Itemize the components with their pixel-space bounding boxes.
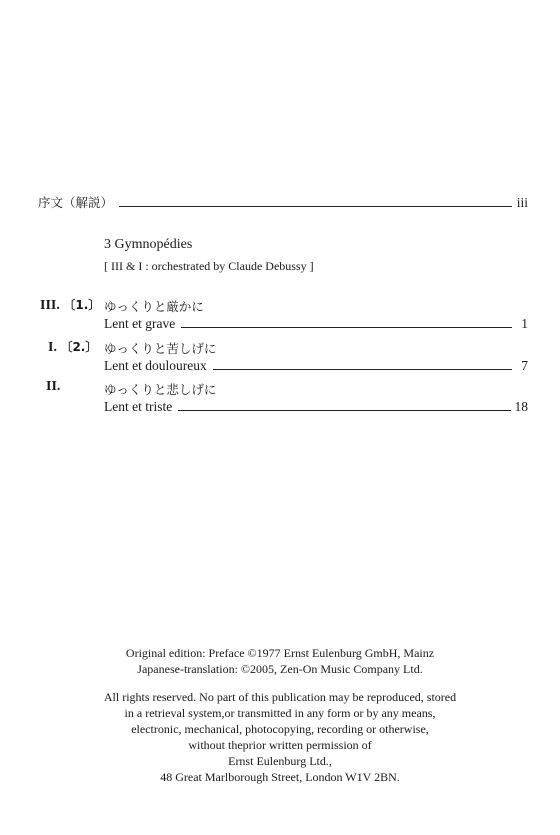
toc-entry-3[interactable] (104, 399, 528, 415)
rights-notice (0, 689, 560, 785)
toc-preface-entry[interactable] (38, 195, 528, 211)
toc-entry-japanese: ゆっくりと厳かに (104, 299, 204, 314)
roman-numeral: II. (46, 379, 61, 394)
toc-preface-page: iii (516, 195, 528, 210)
toc-entry-page: 1 (521, 316, 528, 331)
toc-entry-numeral (40, 296, 100, 314)
rights-line: without theprior written permission of (188, 738, 372, 752)
edition-notice (0, 645, 560, 677)
toc-entry-numeral (48, 338, 97, 356)
toc-preface-label: 序文（解説） (38, 195, 114, 210)
work-subtitle: [ III & I : orchestrated by Claude Debussy ] (104, 259, 314, 273)
toc-leader-line (181, 327, 512, 328)
rights-line: All rights reserved. No part of this publication may be reproduced, stored (103, 690, 457, 704)
arrangement-number: 〔2.〕 (60, 340, 98, 354)
toc-entry-page: 7 (521, 358, 528, 373)
toc-entry-numeral (46, 379, 60, 395)
toc-entry-1[interactable] (104, 316, 528, 332)
rights-line: 48 Great Marlborough Street, London W1V 2BN. (160, 770, 400, 784)
toc-leader-line (119, 206, 512, 207)
rights-line: in a retrieval system,or transmitted in any form or by any means, (124, 706, 436, 720)
rights-line: Ernst Eulenburg Ltd., (228, 754, 332, 768)
toc-entry-japanese: ゆっくりと苦しげに (104, 341, 217, 356)
roman-numeral: I. (48, 340, 57, 355)
toc-entry-japanese: ゆっくりと悲しげに (104, 382, 217, 397)
toc-entry-title: Lent et grave (104, 316, 176, 331)
toc-leader-line (178, 410, 510, 411)
toc-entry-page: 18 (514, 399, 528, 414)
toc-entry-2[interactable] (104, 358, 528, 374)
roman-numeral: III. (40, 298, 60, 313)
toc-leader-line (213, 369, 512, 370)
edition-line: Original edition: Preface ©1977 Ernst Eulenburg GmbH, Mainz (125, 646, 435, 660)
arrangement-number: 〔1.〕 (63, 298, 101, 312)
edition-line: Japanese-translation: ©2005, Zen-On Music Company Ltd. (137, 662, 423, 676)
toc-entry-title: Lent et triste (104, 399, 173, 414)
rights-line: electronic, mechanical, photocopying, recording or otherwise, (131, 722, 429, 736)
toc-entry-title: Lent et douloureux (104, 358, 207, 373)
work-title: 3 Gymnopédies (104, 237, 193, 252)
